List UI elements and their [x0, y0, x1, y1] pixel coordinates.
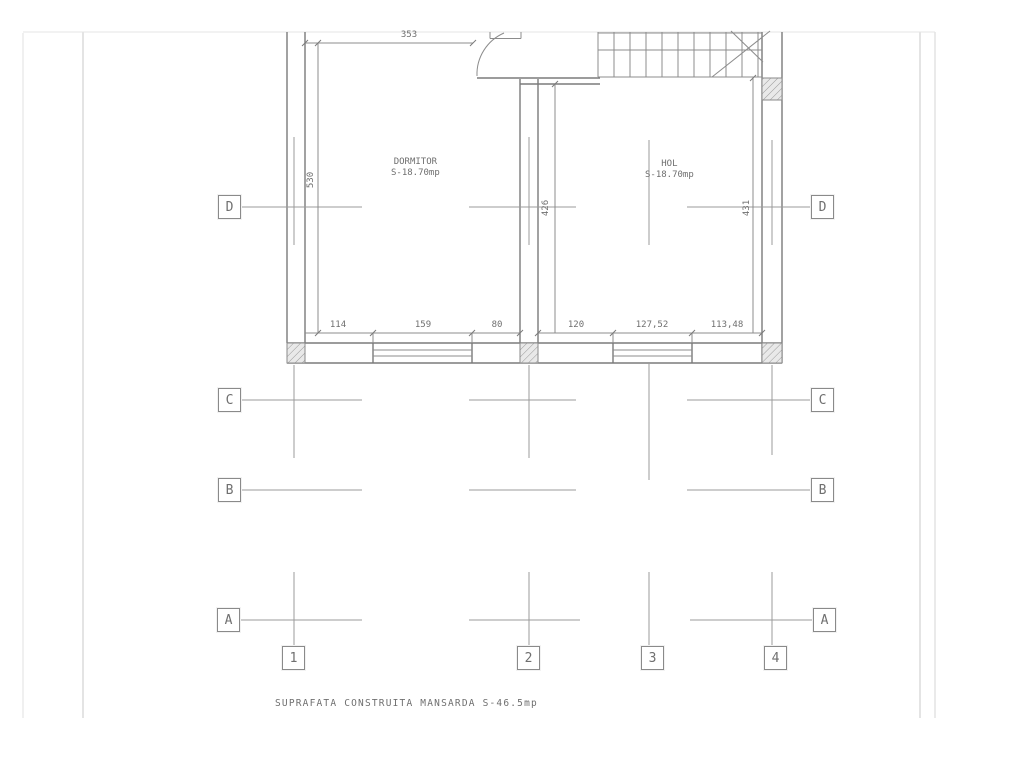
dim-bottom-6: 113,48 [710, 320, 744, 330]
grid-col-4: 4 [764, 646, 787, 670]
dim-right-height: 431 [742, 199, 752, 217]
room-label-hol [645, 159, 694, 181]
grid-col-1: 1 [282, 646, 305, 670]
room-name: HOL [661, 159, 678, 169]
dim-bottom-4: 120 [567, 320, 585, 330]
grid-row-c-right: C [811, 388, 834, 412]
room-name: DORMITOR [393, 157, 438, 167]
sheet-border [23, 32, 935, 718]
room-area: S-18.70mp [391, 168, 440, 178]
grid-lines [240, 137, 813, 646]
dim-mid-height: 426 [541, 199, 551, 217]
dim-bottom-1: 114 [329, 320, 347, 330]
room-label-dormitor [391, 157, 440, 179]
grid-row-b-left: B [218, 478, 241, 502]
room-area: S-18.70mp [645, 170, 694, 180]
walls [287, 32, 782, 363]
grid-row-d-right: D [811, 195, 834, 219]
grid-row-c-left: C [218, 388, 241, 412]
grid-col-3: 3 [641, 646, 664, 670]
staircase [598, 31, 770, 77]
grid-col-2: 2 [517, 646, 540, 670]
grid-row-a-right: A [813, 608, 836, 632]
dim-top-width: 353 [400, 30, 418, 40]
dim-bottom-5: 127,52 [635, 320, 669, 330]
dimension-lines [302, 40, 765, 343]
door-arc [477, 32, 521, 76]
grid-row-a-left: A [217, 608, 240, 632]
dim-bottom-3: 80 [491, 320, 503, 330]
grid-row-b-right: B [811, 478, 834, 502]
footer-area-note: SUPRAFATA CONSTRUITA MANSARDA S-46.5mp [275, 698, 538, 709]
dim-left-height: 530 [306, 171, 316, 189]
hatched-columns [287, 78, 782, 363]
grid-row-d-left: D [218, 195, 241, 219]
dim-bottom-2: 159 [414, 320, 432, 330]
